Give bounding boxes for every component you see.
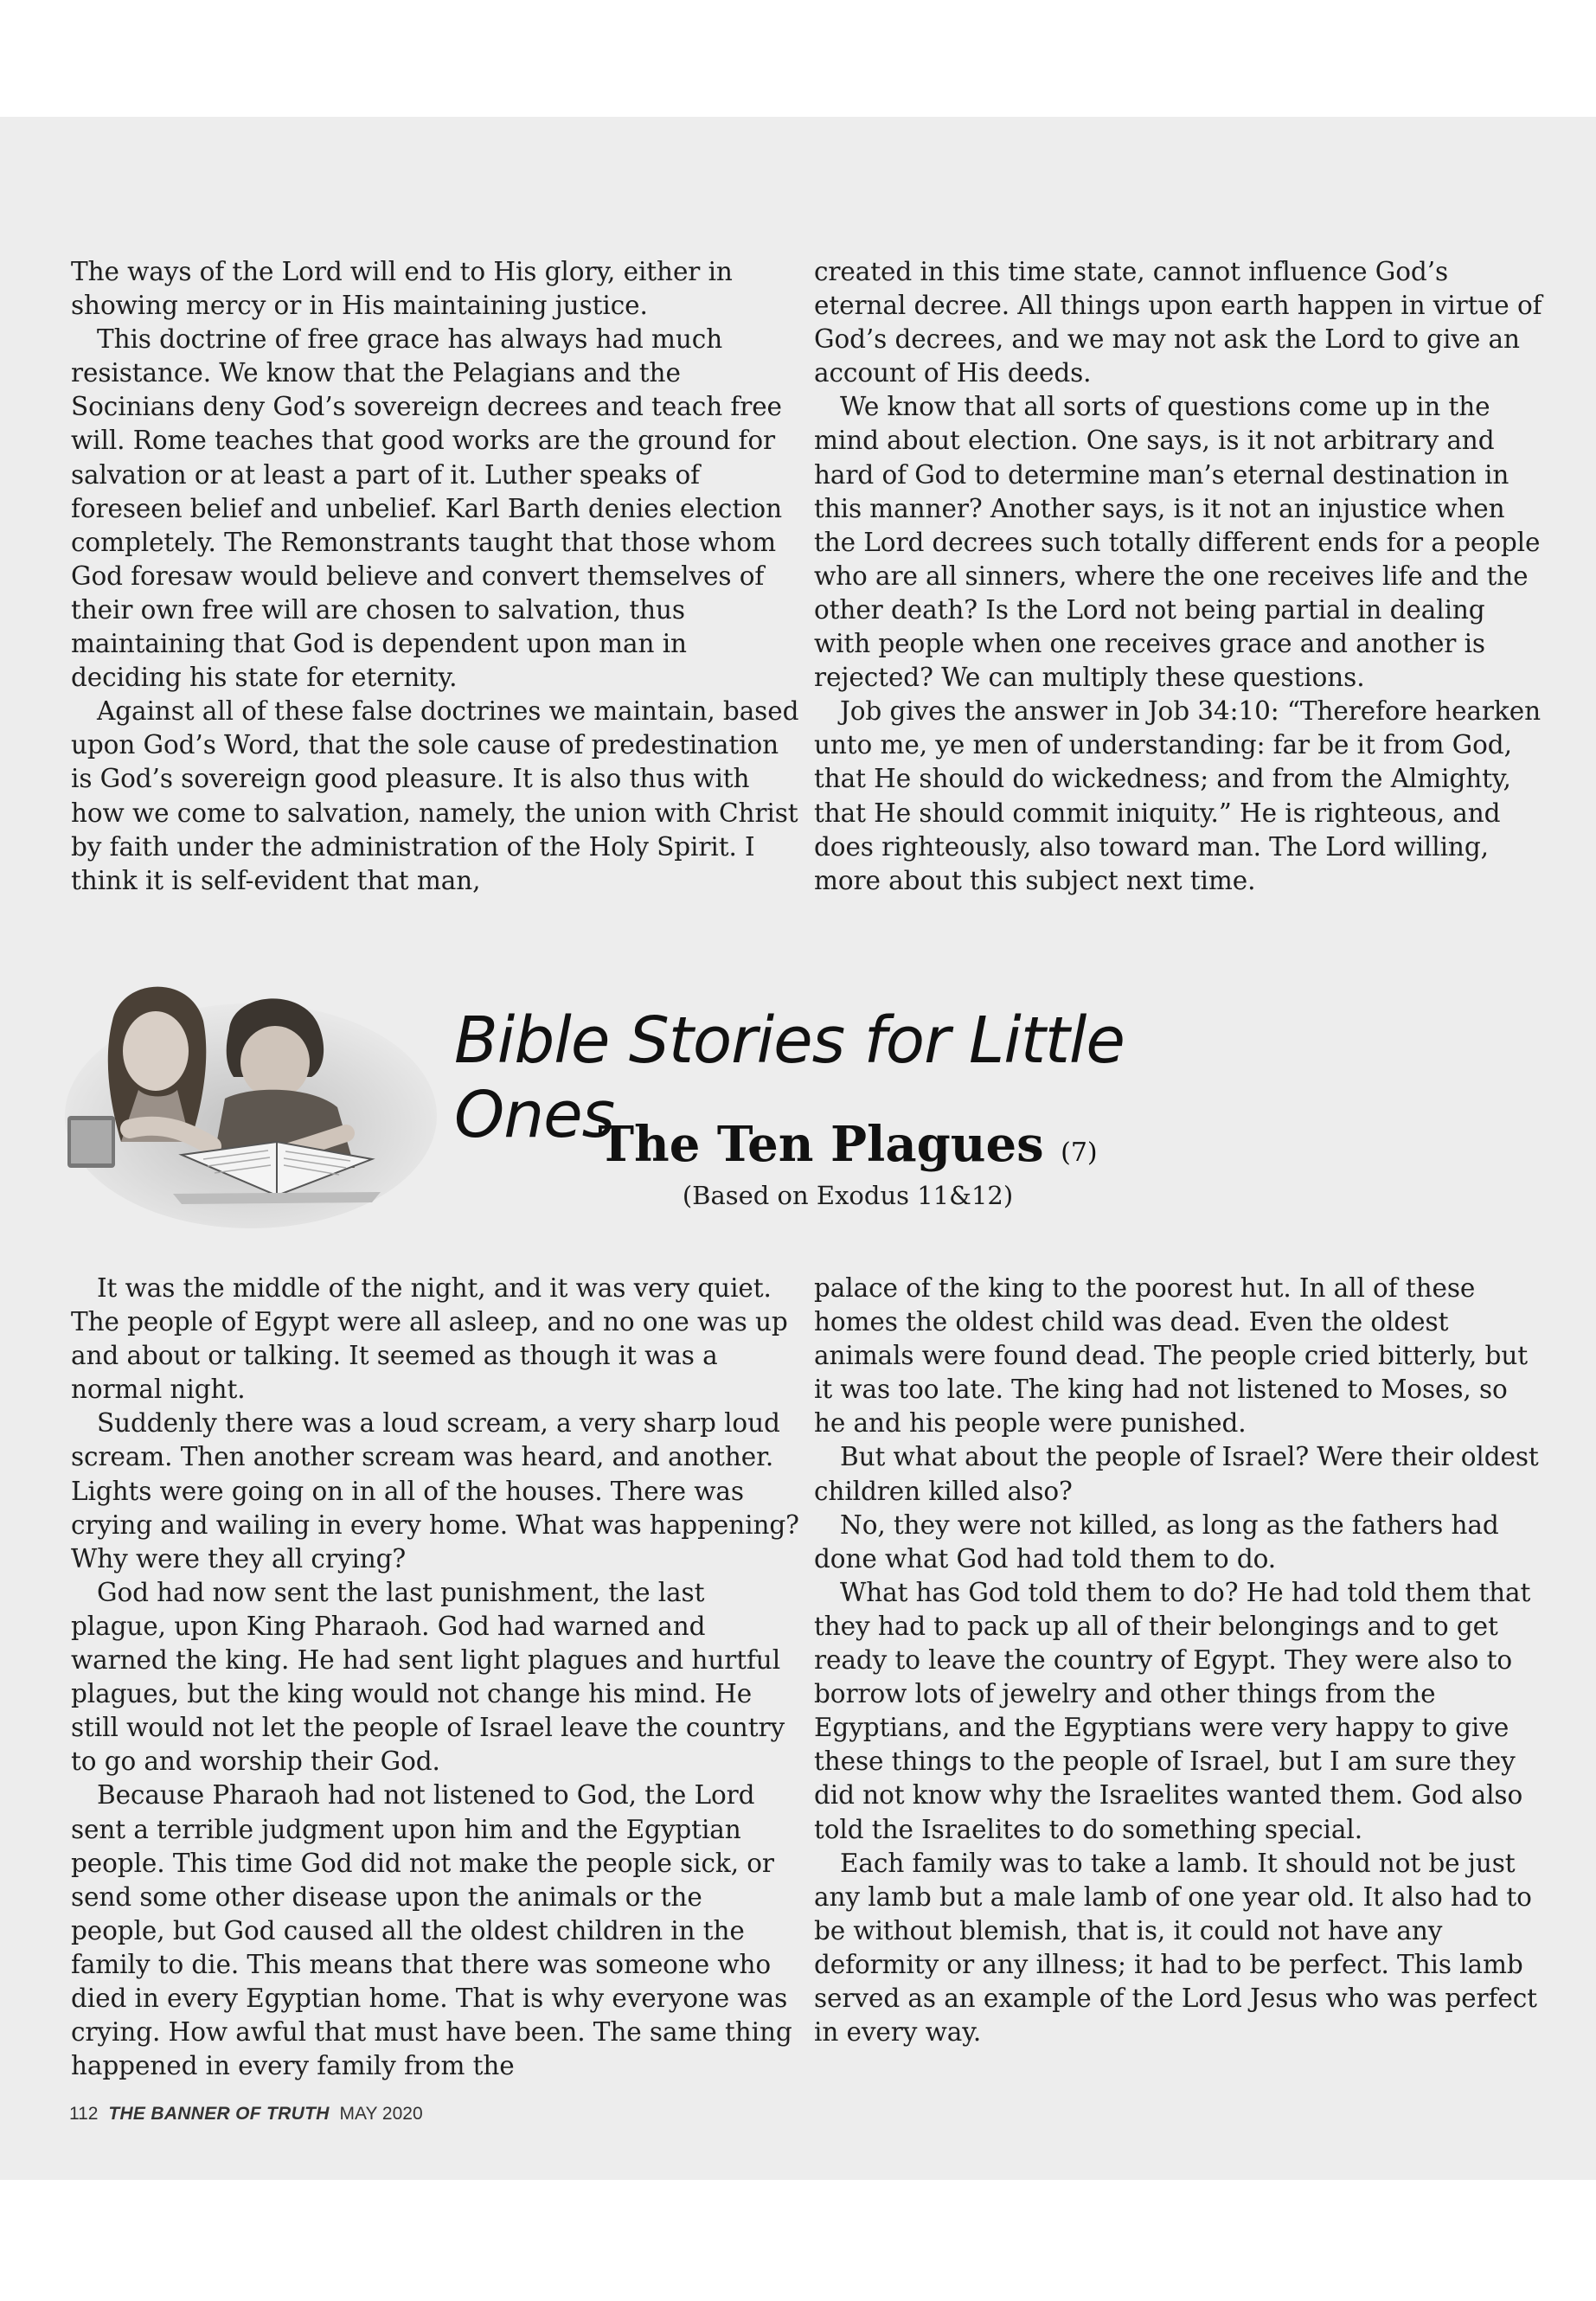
section-title: Bible Stories for Little Ones [454, 1003, 1125, 1152]
paragraph: Suddenly there was a loud scream, a very sharp loud scream. Then another scream was heard, and another. Lights were going on in all of the houses. There was crying and wailing in every home. What was happening? Why were they all crying? [71, 1408, 799, 1574]
story-column-left [71, 1272, 802, 2083]
story-column-right [814, 1272, 1545, 2049]
paragraph: God had now sent the last punishment, the last plague, upon King Pharaoh. God had warned and warned the king. He had sent light plagues and hurtful plagues, but the king would not change his mind. He still would not let the people of Israel leave the country to go and worship their God. [71, 1577, 785, 1777]
story-title [519, 1116, 1176, 1173]
article-column-right [814, 255, 1545, 898]
paragraph: No, they were not killed, as long as the fathers had done what God had told them to do. [814, 1509, 1499, 1574]
paragraph: created in this time state, cannot influence God’s eternal decree. All things upon earth happen in virtue of God’s decrees, and we may not ask the Lord to give an account of His deeds. [814, 257, 1542, 388]
paragraph: But what about the people of Israel? Were their oldest children killed also? [814, 1442, 1539, 1506]
article-column-left [71, 255, 802, 898]
story-number: (7) [1061, 1138, 1098, 1168]
story-title-text: The Ten Plagues [598, 1116, 1044, 1173]
paragraph: palace of the king to the poorest hut. In all of these homes the oldest child was dead. Even the oldest animals were found dead. The people cried bitterly, but it was too late. The king had not listened to Moses, so he and his people were punished. [814, 1273, 1528, 1439]
magazine-name: THE BANNER OF TRUTH [108, 2104, 330, 2124]
paragraph: The ways of the Lord will end to His glory, either in showing mercy or in His maintaining justice. [71, 257, 733, 321]
page-number: 112 [69, 2104, 99, 2124]
paragraph: Each family was to take a lamb. It should not be just any lamb but a male lamb of one year old. It also had to be without blemish, that is, it could not have any deformity or any illness; it had to be perfect. This lamb served as an example of the Lord Jesus who was perfect in every way. [814, 1848, 1537, 2048]
paragraph: What has God told them to do? He had told them that they had to pack up all of their belongings and to get ready to leave the country of Egypt. They were also to borrow lots of jewelry and other things from the Egyptians, and the Egyptians were very happy to give these things to the people of Israel, but I am sure they did not know why the Israelites wanted them. God also told the Israelites to do something special. [814, 1577, 1531, 1844]
page-footer [69, 2104, 423, 2125]
paragraph: It was the middle of the night, and it was very quiet. The people of Egypt were all asleep, and no one was up and about or talking. It seemed as though it was a normal night. [71, 1273, 788, 1405]
issue-date: MAY 2020 [339, 2104, 423, 2124]
paragraph: Because Pharaoh had not listened to God, the Lord sent a terrible judgment upon him and the Egyptian people. This time God did not make the people sick, or send some other disease upon the animals or the people, but God caused all the oldest children in the family to die. This means that there was someone who died in every Egyptian home. That is why everyone was crying. How awful that must have been. The same thing happened in every family from the [71, 1780, 792, 2081]
story-subtitle: (Based on Exodus 11&12) [682, 1181, 1014, 1210]
paragraph: Job gives the answer in Job 34:10: “Therefore hearken unto me, ye men of understanding: far be it from God, that He should do wickedness; and from the Almighty, that He should commit iniquity.” He is righteous, and does righteously, also toward man. The Lord willing, more about this subject next time. [814, 696, 1541, 895]
children-reading-bible-icon [61, 969, 441, 1228]
paragraph: We know that all sorts of questions come up in the mind about election. One says, is it not arbitrary and hard of God to determine man’s eternal destination in this manner? Another says, is it not an injustice when the Lord decrees such totally different ends for a people who are all sinners, where the one receives life and the other death? Is the Lord not being partial in dealing with people when one receives grace and another is rejected? We can multiply these questions. [814, 392, 1541, 693]
paragraph: Against all of these false doctrines we maintain, based upon God’s Word, that the sole cause of predestination is God’s sovereign good pleasure. It is also thus with how we come to salvation, namely, the union with Christ by faith under the administration of the Holy Spirit. I think it is self-evident that man, [71, 696, 799, 895]
paragraph: This doctrine of free grace has always had much resistance. We know that the Pelagians and the Socinians deny God’s sovereign decrees and teach free will. Rome teaches that good works are the ground for salvation or at least a part of it. Luther speaks of foreseen belief and unbelief. Karl Barth denies election completely. The Remonstrants taught that those whom God foresaw would believe and convert themselves of their own free will are chosen to salvation, thus maintaining that God is dependent upon man in deciding his state for eternity. [71, 324, 782, 693]
